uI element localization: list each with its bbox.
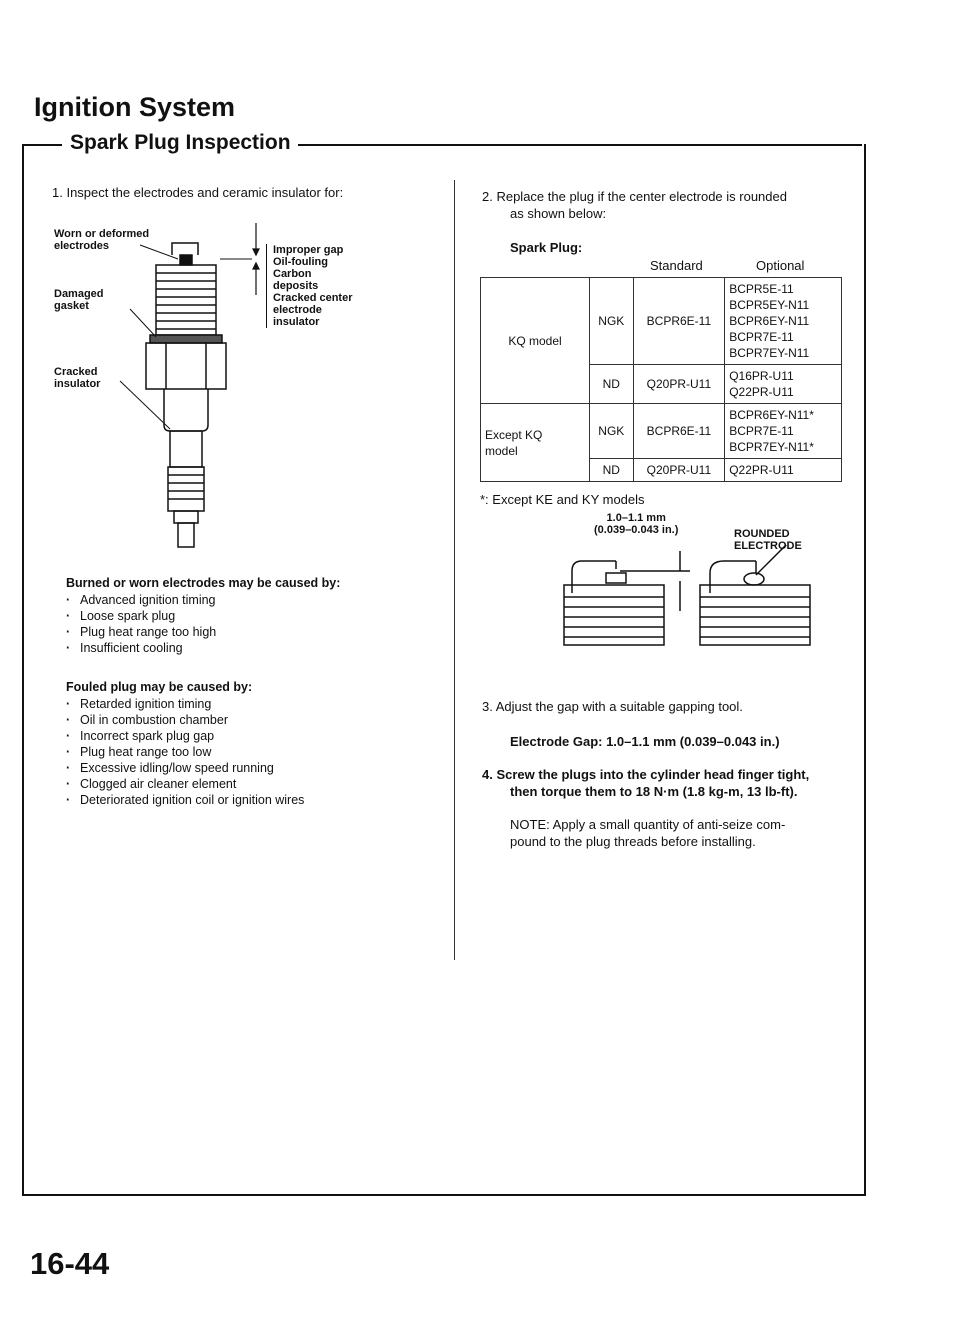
label-worn-electrodes: Worn or deformed electrodes xyxy=(54,228,150,252)
except-kq-cell: Except KQ model xyxy=(481,404,590,482)
list-item: · Insufficient cooling xyxy=(66,640,436,656)
standard-cell: Q20PR-U11 xyxy=(633,365,725,404)
page-title: Ignition System xyxy=(34,92,236,122)
list-item: · Clogged air cleaner element xyxy=(66,776,436,792)
spark-plug-label: Spark Plug: xyxy=(510,240,583,255)
brand-cell: ND xyxy=(590,365,634,404)
list-item: · Advanced ignition timing xyxy=(66,592,436,608)
table-row xyxy=(481,278,842,365)
list-item: · Excessive idling/low speed running xyxy=(66,760,436,776)
step-2: 2. Replace the plug if the center electrode is rounded as shown below: xyxy=(482,189,787,221)
col-optional: Optional xyxy=(756,258,805,273)
table-row xyxy=(481,404,842,459)
check-item: Carbon deposits xyxy=(273,268,319,292)
fouled-title: Fouled plug may be caused by: xyxy=(66,680,253,694)
brand-cell: NGK xyxy=(590,404,634,459)
inspection-checklist xyxy=(266,244,353,328)
page-number: 16-44 xyxy=(30,1246,110,1281)
list-item: · Loose spark plug xyxy=(66,608,436,624)
list-item: · Plug heat range too low xyxy=(66,744,436,760)
electrode-comparison-illustration xyxy=(560,545,830,655)
rounded-electrode-label: ROUNDED ELECTRODE xyxy=(734,528,802,552)
step-4: 4. Screw the plugs into the cylinder head finger tight, then torque them to 18 N·m (1.8 kg-m, 13 lb-ft). xyxy=(482,767,810,799)
standard-cell: BCPR6E-11 xyxy=(633,278,725,365)
label-damaged-gasket: Damaged gasket xyxy=(54,288,104,312)
list-item: · Retarded ignition timing xyxy=(66,696,436,712)
electrode-gap-spec: Electrode Gap: 1.0–1.1 mm (0.039–0.043 in.) xyxy=(510,734,780,749)
check-item: Cracked center electrode insulator xyxy=(273,292,353,328)
check-item: Improper gap xyxy=(273,244,344,256)
check-item: Oil-fouling xyxy=(273,256,328,268)
brand-cell: NGK xyxy=(590,278,634,365)
section-title: Spark Plug Inspection xyxy=(70,131,291,154)
spark-plug-table xyxy=(480,277,842,482)
list-item: · Incorrect spark plug gap xyxy=(66,728,436,744)
optional-cell: Q22PR-U11 xyxy=(725,459,842,482)
fouled-causes xyxy=(66,680,436,808)
list-item: · Plug heat range too high xyxy=(66,624,436,640)
step-3: 3. Adjust the gap with a suitable gapping tool. xyxy=(482,699,743,714)
step-1: 1. Inspect the electrodes and ceramic insulator for: xyxy=(52,185,344,200)
standard-cell: Q20PR-U11 xyxy=(633,459,725,482)
list-item: · Deteriorated ignition coil or ignition wires xyxy=(66,792,436,808)
gap-dimension: 1.0–1.1 mm (0.039–0.043 in.) xyxy=(594,512,679,536)
optional-cell: BCPR5E-11 BCPR5EY-N11 BCPR6EY-N11 BCPR7E-11 BCPR7EY-N11 xyxy=(725,278,842,365)
burned-title: Burned or worn electrodes may be caused by: xyxy=(66,576,341,590)
optional-cell: Q16PR-U11 Q22PR-U11 xyxy=(725,365,842,404)
col-standard: Standard xyxy=(650,258,703,273)
table-footnote: *: Except KE and KY models xyxy=(480,492,645,507)
standard-cell: BCPR6E-11 xyxy=(633,404,725,459)
list-item: · Oil in combustion chamber xyxy=(66,712,436,728)
kq-model-cell: KQ model xyxy=(481,278,590,404)
column-divider xyxy=(454,180,455,960)
optional-cell: BCPR6EY-N11* BCPR7E-11 BCPR7EY-N11* xyxy=(725,404,842,459)
brand-cell: ND xyxy=(590,459,634,482)
label-cracked-insulator: Cracked insulator xyxy=(54,366,101,390)
note: NOTE: Apply a small quantity of anti-seize com- pound to the plug threads before installing. xyxy=(510,817,786,849)
burned-causes xyxy=(66,576,436,656)
